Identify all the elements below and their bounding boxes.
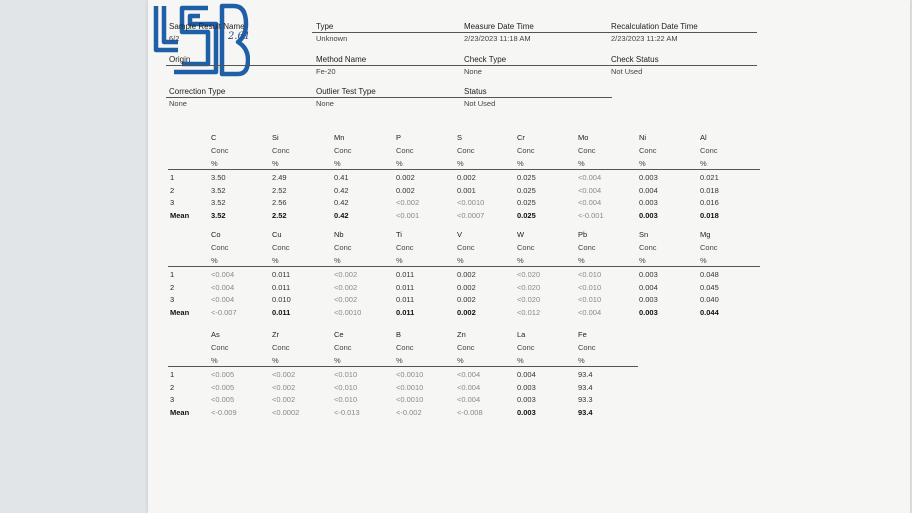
conc-label: Conc [578, 243, 596, 252]
table-cell: 0.003 [639, 173, 658, 182]
table-cell: 0.040 [700, 295, 719, 304]
table-cell: 93.4 [578, 382, 593, 392]
row-label: 2 [170, 282, 175, 292]
conc-label: Conc [396, 343, 414, 352]
conc-label: Conc [700, 243, 718, 252]
table-cell: 0.004 [517, 370, 536, 379]
table-cell: 0.011 [396, 270, 415, 279]
unit-label: % [211, 256, 218, 265]
table-cell: 0.010 [272, 295, 291, 304]
table-cell: <0.0007 [457, 210, 485, 220]
unit-label: % [334, 256, 341, 265]
row-label: Mean [170, 307, 190, 317]
table-cell: 3.52 [211, 198, 226, 207]
unit-label: % [517, 256, 524, 265]
row-label: 3 [170, 295, 175, 304]
element-header: V [457, 230, 463, 239]
table-cell: <0.002 [272, 370, 296, 379]
table-cell: 0.025 [517, 185, 536, 195]
element-header: Al [700, 133, 707, 142]
table-cell: 0.011 [396, 307, 415, 317]
table-cell: <0.004 [578, 307, 602, 317]
type-label: Type [316, 22, 334, 31]
status-label: Status [464, 87, 487, 96]
table-cell: <0.020 [517, 270, 541, 279]
outlier-label: Outlier Test Type [316, 87, 376, 96]
table-cell: 2.52 [272, 210, 287, 220]
header-line-1 [312, 32, 757, 33]
table-cell: 0.011 [272, 270, 291, 279]
element-header: Sn [639, 230, 649, 239]
conc-label: Conc [334, 243, 352, 252]
header-line-2 [166, 65, 757, 66]
element-header: Pb [578, 230, 588, 239]
table-cell: 0.011 [396, 282, 415, 292]
table-cell: 0.048 [700, 270, 719, 279]
table-cell: <0.002 [396, 198, 420, 207]
conc-label: Conc [334, 343, 352, 352]
sample-label: Sample Result Name [169, 22, 245, 31]
table-cell: 0.011 [272, 307, 291, 317]
table-divider [168, 366, 638, 367]
table-cell: 3.52 [211, 210, 226, 220]
table-cell: <-0.013 [334, 407, 360, 417]
unit-label: % [396, 159, 403, 168]
unit-label: % [272, 256, 279, 265]
table-cell: <0.004 [211, 270, 235, 279]
table-cell: 0.003 [517, 407, 536, 417]
table-cell: <0.020 [517, 295, 541, 304]
conc-label: Conc [639, 243, 657, 252]
element-header: Ni [639, 133, 647, 142]
unit-label: % [457, 356, 464, 365]
row-label: 3 [170, 395, 175, 404]
unit-label: % [211, 159, 218, 168]
table-cell: 3.50 [211, 173, 226, 182]
table-cell: <0.0010 [396, 382, 424, 392]
table-cell: 0.025 [517, 198, 536, 207]
table-cell: <0.004 [457, 370, 481, 379]
table-cell: <0.010 [578, 270, 602, 279]
element-header: Si [272, 133, 279, 142]
method-label: Method Name [316, 55, 367, 64]
unit-label: % [211, 356, 218, 365]
conc-label: Conc [396, 146, 414, 155]
status-value: Not Used [464, 99, 496, 108]
table-cell: <0.004 [211, 295, 235, 304]
row-label: 1 [170, 173, 175, 182]
table-cell: 2.52 [272, 185, 287, 195]
check-type-label: Check Type [464, 55, 507, 64]
conc-label: Conc [457, 146, 475, 155]
element-header: W [517, 230, 525, 239]
element-header: Co [211, 230, 221, 239]
element-header: Mg [700, 230, 711, 239]
unit-label: % [272, 356, 279, 365]
conc-label: Conc [457, 343, 475, 352]
table-cell: <0.0002 [272, 407, 300, 417]
row-label: 1 [170, 270, 175, 279]
table-cell: <0.010 [578, 282, 602, 292]
conc-label: Conc [457, 243, 475, 252]
table-cell: <0.010 [334, 382, 358, 392]
origin-label: Origin [169, 55, 191, 64]
row-label: Mean [170, 210, 190, 220]
unit-label: % [517, 159, 524, 168]
table-cell: <-0.007 [211, 307, 237, 317]
element-header: Fe [578, 330, 587, 339]
table-cell: 0.002 [396, 173, 415, 182]
table-cell: <-0.002 [396, 407, 422, 417]
element-header: Zn [457, 330, 466, 339]
table-cell: <0.001 [396, 210, 420, 220]
table-cell: 2.56 [272, 198, 287, 207]
conc-label: Conc [334, 146, 352, 155]
table-cell: <0.012 [517, 307, 541, 317]
element-header: C [211, 133, 217, 142]
element-header: Mn [334, 133, 345, 142]
table-cell: <0.002 [334, 270, 358, 279]
unit-label: % [578, 159, 585, 168]
table-cell: 0.003 [517, 382, 536, 392]
element-header: P [396, 133, 402, 142]
table-divider [168, 266, 760, 267]
measure-date-value: 2/23/2023 11:18 AM [464, 34, 531, 43]
table-cell: 0.002 [457, 173, 476, 182]
table-cell: 0.003 [639, 307, 658, 317]
conc-label: Conc [211, 243, 229, 252]
conc-label: Conc [396, 243, 414, 252]
table-cell: <0.005 [211, 382, 235, 392]
unit-label: % [700, 159, 707, 168]
unit-label: % [700, 256, 707, 265]
table-cell: <0.002 [272, 395, 296, 404]
table-cell: <0.004 [457, 395, 481, 404]
table-cell: 2.49 [272, 173, 287, 182]
row-label: 2 [170, 382, 175, 392]
table-cell: 0.002 [457, 270, 476, 279]
element-header: Cu [272, 230, 282, 239]
check-type-value: None [464, 67, 482, 76]
row-label: 3 [170, 198, 175, 207]
table-cell: <0.0010 [334, 307, 362, 317]
header-line-3 [166, 97, 612, 98]
element-header: Ce [334, 330, 344, 339]
table-cell: 0.42 [334, 185, 349, 195]
table-divider [168, 169, 760, 170]
unit-label: % [578, 256, 585, 265]
table-cell: 3.52 [211, 185, 226, 195]
unit-label: % [396, 256, 403, 265]
check-status-value: Not Used [611, 67, 643, 76]
table-cell: 0.002 [457, 295, 476, 304]
unit-label: % [457, 159, 464, 168]
sample-value: 6/2 [169, 34, 180, 43]
element-header: Ti [396, 230, 402, 239]
table-cell: 0.003 [639, 295, 658, 304]
conc-label: Conc [578, 146, 596, 155]
recalc-date-value: 2/23/2023 11:22 AM [611, 34, 678, 43]
table-cell: 0.011 [272, 282, 291, 292]
element-header: Zr [272, 330, 280, 339]
table-cell: <0.002 [334, 295, 358, 304]
table-cell: 0.025 [517, 173, 536, 182]
table-cell: <0.004 [578, 173, 602, 182]
conc-label: Conc [211, 343, 229, 352]
conc-label: Conc [211, 146, 229, 155]
correction-value: None [169, 99, 187, 108]
table-cell: 0.003 [639, 198, 658, 207]
row-label: 2 [170, 185, 175, 195]
table-cell: <0.004 [457, 382, 481, 392]
table-cell: <-0.001 [578, 210, 604, 220]
table-cell: 93.4 [578, 370, 593, 379]
table-cell: <-0.008 [457, 407, 483, 417]
table-cell: <0.004 [578, 185, 602, 195]
table-cell: 0.044 [700, 307, 719, 317]
table-cell: <0.005 [211, 370, 235, 379]
table-cell: 0.41 [334, 173, 349, 182]
conc-label: Conc [639, 146, 657, 155]
table-cell: 0.001 [457, 185, 476, 195]
unit-label: % [334, 159, 341, 168]
element-header: Mo [578, 133, 589, 142]
row-label: Mean [170, 407, 190, 417]
row-label: 1 [170, 370, 175, 379]
correction-label: Correction Type [169, 87, 226, 96]
table-cell: 0.002 [396, 185, 415, 195]
conc-label: Conc [272, 343, 290, 352]
table-cell: 0.016 [700, 198, 719, 207]
table-cell: 0.018 [700, 210, 719, 220]
table-cell: 93.3 [578, 395, 593, 404]
unit-label: % [639, 256, 646, 265]
table-cell: <0.010 [334, 370, 358, 379]
table-cell: 93.4 [578, 407, 593, 417]
element-header: La [517, 330, 526, 339]
table-cell: <0.002 [334, 282, 358, 292]
handwritten-note: 2.61 [228, 31, 251, 42]
table-cell: <0.002 [272, 382, 296, 392]
element-header: S [457, 133, 463, 142]
conc-label: Conc [272, 243, 290, 252]
element-header: As [211, 330, 220, 339]
measure-date-label: Measure Date Time [464, 22, 534, 31]
table-cell: 0.003 [639, 270, 658, 279]
table-cell: 0.003 [517, 395, 536, 404]
table-cell: 0.002 [457, 307, 476, 317]
table-cell: 0.42 [334, 198, 349, 207]
table-cell: 0.004 [639, 185, 658, 195]
unit-label: % [396, 356, 403, 365]
unit-label: % [517, 356, 524, 365]
method-value: Fe-20 [316, 67, 336, 76]
table-cell: <0.005 [211, 395, 235, 404]
table-cell: 0.002 [457, 282, 476, 292]
unit-label: % [639, 159, 646, 168]
table-cell: <0.0010 [457, 198, 485, 207]
unit-label: % [334, 356, 341, 365]
table-cell: <-0.009 [211, 407, 237, 417]
conc-label: Conc [272, 146, 290, 155]
table-cell: <0.010 [578, 295, 602, 304]
table-cell: 0.42 [334, 210, 349, 220]
table-cell: <0.0010 [396, 395, 424, 404]
outlier-value: None [316, 99, 334, 108]
report-sheet [148, 0, 910, 513]
conc-label: Conc [517, 146, 535, 155]
element-header: Cr [517, 133, 525, 142]
unit-label: % [578, 356, 585, 365]
table-cell: 0.045 [700, 282, 719, 292]
conc-label: Conc [517, 343, 535, 352]
check-status-label: Check Status [611, 55, 659, 64]
unit-label: % [457, 256, 464, 265]
table-cell: <0.004 [211, 282, 235, 292]
unit-label: % [272, 159, 279, 168]
element-header: Nb [334, 230, 344, 239]
table-cell: 0.011 [396, 295, 415, 304]
table-cell: 0.004 [639, 282, 658, 292]
table-cell: <0.004 [578, 198, 602, 207]
table-cell: <0.010 [334, 395, 358, 404]
recalc-date-label: Recalculation Date Time [611, 22, 698, 31]
conc-label: Conc [578, 343, 596, 352]
table-cell: 0.025 [517, 210, 536, 220]
table-cell: <0.0010 [396, 370, 424, 379]
table-cell: 0.021 [700, 173, 719, 182]
type-value: Unknown [316, 34, 348, 43]
element-header: B [396, 330, 402, 339]
table-cell: 0.003 [639, 210, 658, 220]
conc-label: Conc [517, 243, 535, 252]
conc-label: Conc [700, 146, 718, 155]
table-cell: <0.020 [517, 282, 541, 292]
table-cell: 0.018 [700, 185, 719, 195]
